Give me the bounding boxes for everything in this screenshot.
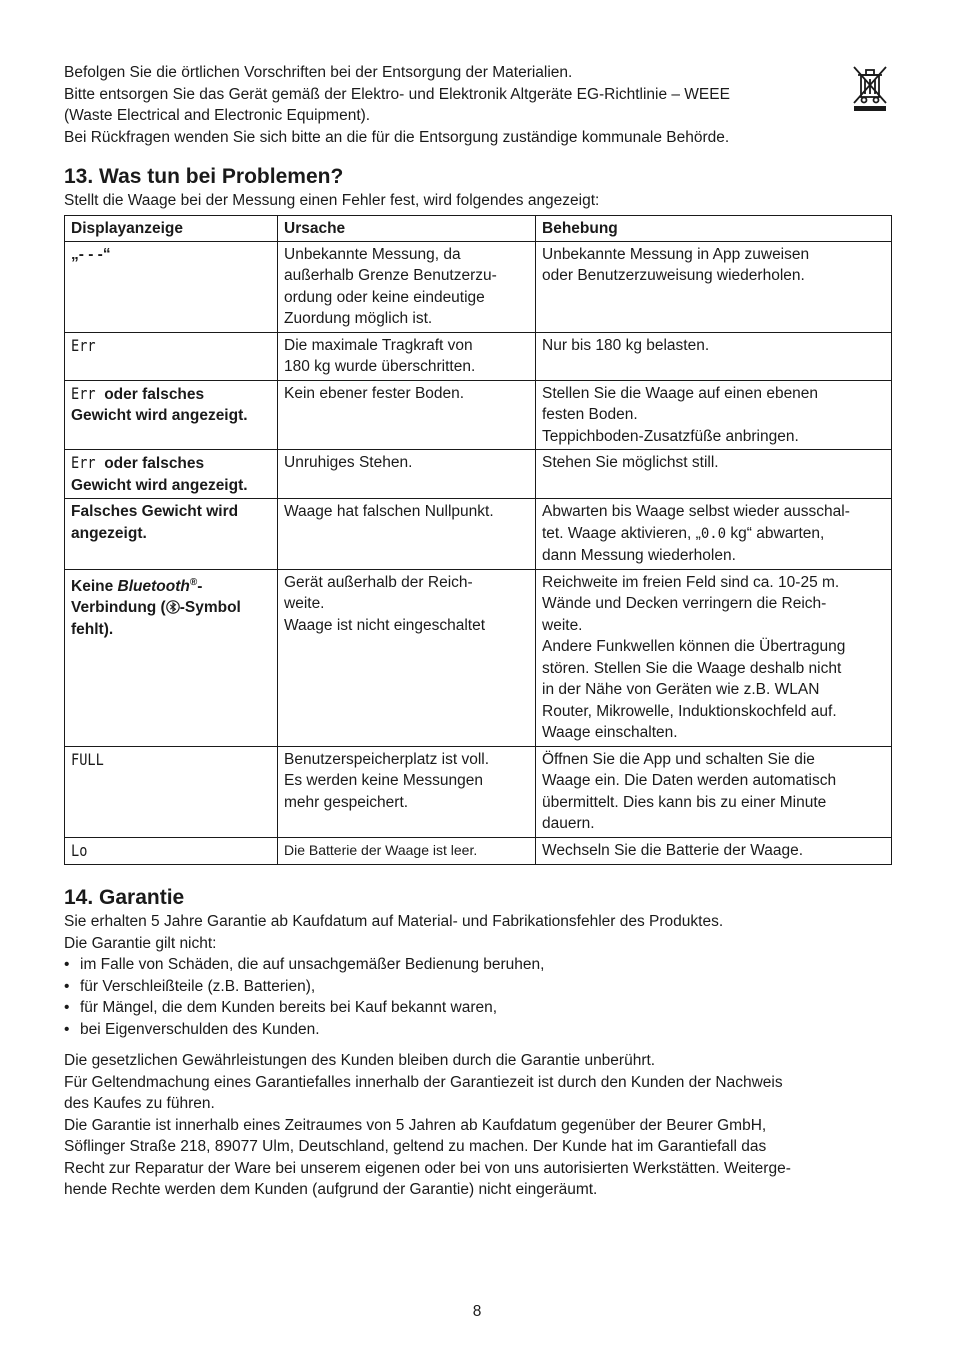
guarantee-text [64,911,890,1201]
fix-cell [536,569,892,746]
cause-cell [278,746,536,837]
fix-line: Nur bis 180 kg belasten. [542,336,710,354]
fix-line: Wände und Decken verringern die Reich- [542,595,827,612]
fix-cell [536,332,892,380]
display-code: „- - -“ [71,245,111,263]
display-line: angezeigt. [71,524,147,542]
intro-line: Bitte entsorgen Sie das Gerät gemäß der Elektro- und Elektronik Altgeräte EG-Richtlinie – WEEE [64,85,730,103]
fix-line: stören. Stellen Sie die Waage deshalb nicht [542,659,842,677]
list-item: • für Mängel, die dem Kunden bereits bei Kauf bekannt waren, [64,997,890,1019]
fix-line: Stehen Sie möglichst still. [542,454,719,471]
fix-line: Stellen Sie die Waage auf einen ebenen [542,384,819,402]
cause-line: Gerät außerhalb der Reich- [284,573,473,591]
disposal-intro [64,62,824,148]
cause-line: mehr gespeichert. [284,793,409,811]
display-text: Verbindung ( [71,599,166,617]
fix-line: übermittelt. Dies kann bis zu einer Minute [542,793,827,811]
guarantee-line: Die Garantie ist innerhalb eines Zeitraumes von 5 Jahren ab Kaufdatum gegenüber der Beurer GmbH, [64,1116,767,1134]
cause-line: Zuordung möglich ist. [284,310,433,327]
guarantee-paragraph: Die gesetzlichen Gewährleistungen des Kunden bleiben durch die Garantie unberührt. [64,1052,656,1069]
fix-line: festen Boden. [542,406,638,423]
display-cell [65,569,278,746]
cause-line: Unbekannte Messung, da [284,245,461,263]
fix-cell [536,837,892,865]
cause-line: weite. [284,595,325,612]
fix-cell [536,380,892,450]
guarantee-paragraph: Die Garantie gilt nicht: [64,934,217,952]
fix-line: dauern. [542,815,595,832]
table-row [65,241,892,332]
display-suffix: oder falsches [99,385,205,403]
col-header-display: Displayanzeige [65,216,278,242]
intro-line: Bei Rückfragen wenden Sie sich bitte an die für die Entsorgung zuständige kommunale Behörde. [64,128,730,146]
table-row [65,569,892,746]
display-cell [65,241,278,332]
cause-line: Waage ist nicht eingeschaltet [284,616,486,634]
section-13-subtitle: Stellt die Waage bei der Messung einen Fehler fest, wird folgendes angezeigt: [64,192,600,209]
cause-cell [278,499,536,570]
fix-line: Router, Mikrowelle, Induktionskochfeld auf. [542,702,837,720]
list-item: • bei Eigenverschulden des Kunden. [64,1019,890,1041]
cause-line: 180 kg wurde überschritten. [284,358,476,375]
display-line: Gewicht wird angezeigt. [71,476,248,494]
problem-table [64,215,892,865]
display-cell [65,332,278,380]
cause-cell [278,837,536,865]
cause-cell [278,241,536,332]
bluetooth-icon [166,600,180,614]
section-14-title: 14. Garantie [64,886,185,909]
guarantee-line: hende Rechte werden dem Kunden (aufgrund der Garantie) nicht eingeräumt. [64,1181,598,1198]
display-cell [65,499,278,570]
page-number: 8 [472,1303,482,1320]
fix-line: Abwarten bis Waage selbst wieder ausschal- [542,503,850,520]
display-code: Err [71,335,96,355]
fix-line: in der Nähe von Geräten wie z.B. WLAN [542,681,820,698]
fix-line: Reichweite im freien Feld sind ca. 10-25 m. [542,573,840,591]
col-header-fix: Behebung [536,216,892,242]
display-line: Gewicht wird angezeigt. [71,407,248,424]
cause-line: Benutzerspeicherplatz ist voll. [284,750,490,768]
fix-line: Öffnen Sie die App und schalten Sie die [542,750,815,768]
table-row [65,332,892,380]
cause-line: ordung oder keine eindeutige [284,288,485,306]
fix-line: Teppichboden-Zusatzfüße anbringen. [542,427,799,445]
fix-cell [536,450,892,499]
table-row [65,746,892,837]
cause-line: Es werden keine Messungen [284,772,484,789]
fix-line: Waage einschalten. [542,724,678,741]
list-item: • für Verschleißteile (z.B. Batterien), [64,976,890,998]
table-header-row [65,216,892,242]
fix-line: weite. [542,616,583,634]
intro-line: Befolgen Sie die örtlichen Vorschriften bei der Entsorgung der Materialien. [64,64,573,81]
registered-mark: ® [189,576,198,588]
table-row [65,837,892,865]
fix-line: Andere Funkwellen können die Übertragung [542,638,846,655]
cause-cell [278,332,536,380]
list-item: • im Falle von Schäden, die auf unsachgemäßer Bedienung beruhen, [64,954,890,976]
cause-cell [278,450,536,499]
display-cell [65,380,278,450]
fix-text: kg“ abwarten, [726,524,825,542]
fix-cell [536,241,892,332]
guarantee-line: Recht zur Reparatur der Ware bei unserem eigenen oder bei von uns autorisierten Werkstätten. Weiterge- [64,1159,791,1177]
display-code: FULL [71,749,104,769]
display-suffix: oder falsches [99,455,205,472]
cause-line: Die Batterie der Waage ist leer. [284,841,478,858]
cause-line: außerhalb Grenze Benutzerzu- [284,267,497,284]
fix-cell [536,746,892,837]
display-line: fehlt). [71,620,114,638]
cause-cell [278,380,536,450]
guarantee-exclusions-list [64,954,890,1040]
display-code: Err [71,453,96,472]
guarantee-line: Für Geltendmachung eines Garantiefalles innerhalb der Garantiezeit ist durch den Kunden der Nachweis [64,1073,783,1091]
cause-cell [278,569,536,746]
table-row [65,499,892,570]
cause-line: Unruhiges Stehen. [284,454,413,471]
display-cell [65,837,278,865]
guarantee-paragraph: Sie erhalten 5 Jahre Garantie ab Kaufdatum auf Material- und Fabrikationsfehler des Produktes. [64,913,724,930]
fix-cell [536,499,892,570]
table-row [65,380,892,450]
fix-line: Wechseln Sie die Batterie der Waage. [542,841,804,859]
cause-line: Die maximale Tragkraft von [284,336,473,354]
table-row [65,450,892,499]
section-13-title: 13. Was tun bei Problemen? [64,165,344,188]
display-text: -Symbol [179,599,241,617]
bluetooth-word: Bluetooth [117,577,190,595]
fix-line: dann Messung wiederholen. [542,547,736,564]
fix-line: Unbekannte Messung in App zuweisen [542,245,810,263]
guarantee-line: des Kaufes zu führen. [64,1095,215,1112]
cause-line: Waage hat falschen Nullpunkt. [284,503,494,520]
cause-line: Kein ebener fester Boden. [284,384,465,402]
fix-line: Waage ein. Die Daten werden automatisch [542,772,837,789]
page-content [64,62,890,1201]
col-header-cause: Ursache [278,216,536,242]
guarantee-line: Söflinger Straße 218, 89077 Ulm, Deutschland, geltend zu machen. Der Kunde hat im Garantiefall das [64,1138,767,1155]
intro-line: (Waste Electrical and Electronic Equipment). [64,107,371,124]
display-text: - [197,577,203,595]
fix-line: oder Benutzerzuweisung wiederholen. [542,267,805,284]
display-code: Err [71,383,96,403]
zero-display-code: 0.0 [700,525,727,542]
display-cell [65,450,278,499]
display-cell [65,746,278,837]
display-code: Lo [71,840,88,860]
fix-text: tet. Waage aktivieren, „ [542,524,701,542]
display-text: Keine [71,577,118,595]
display-line: Falsches Gewicht wird [71,503,239,520]
